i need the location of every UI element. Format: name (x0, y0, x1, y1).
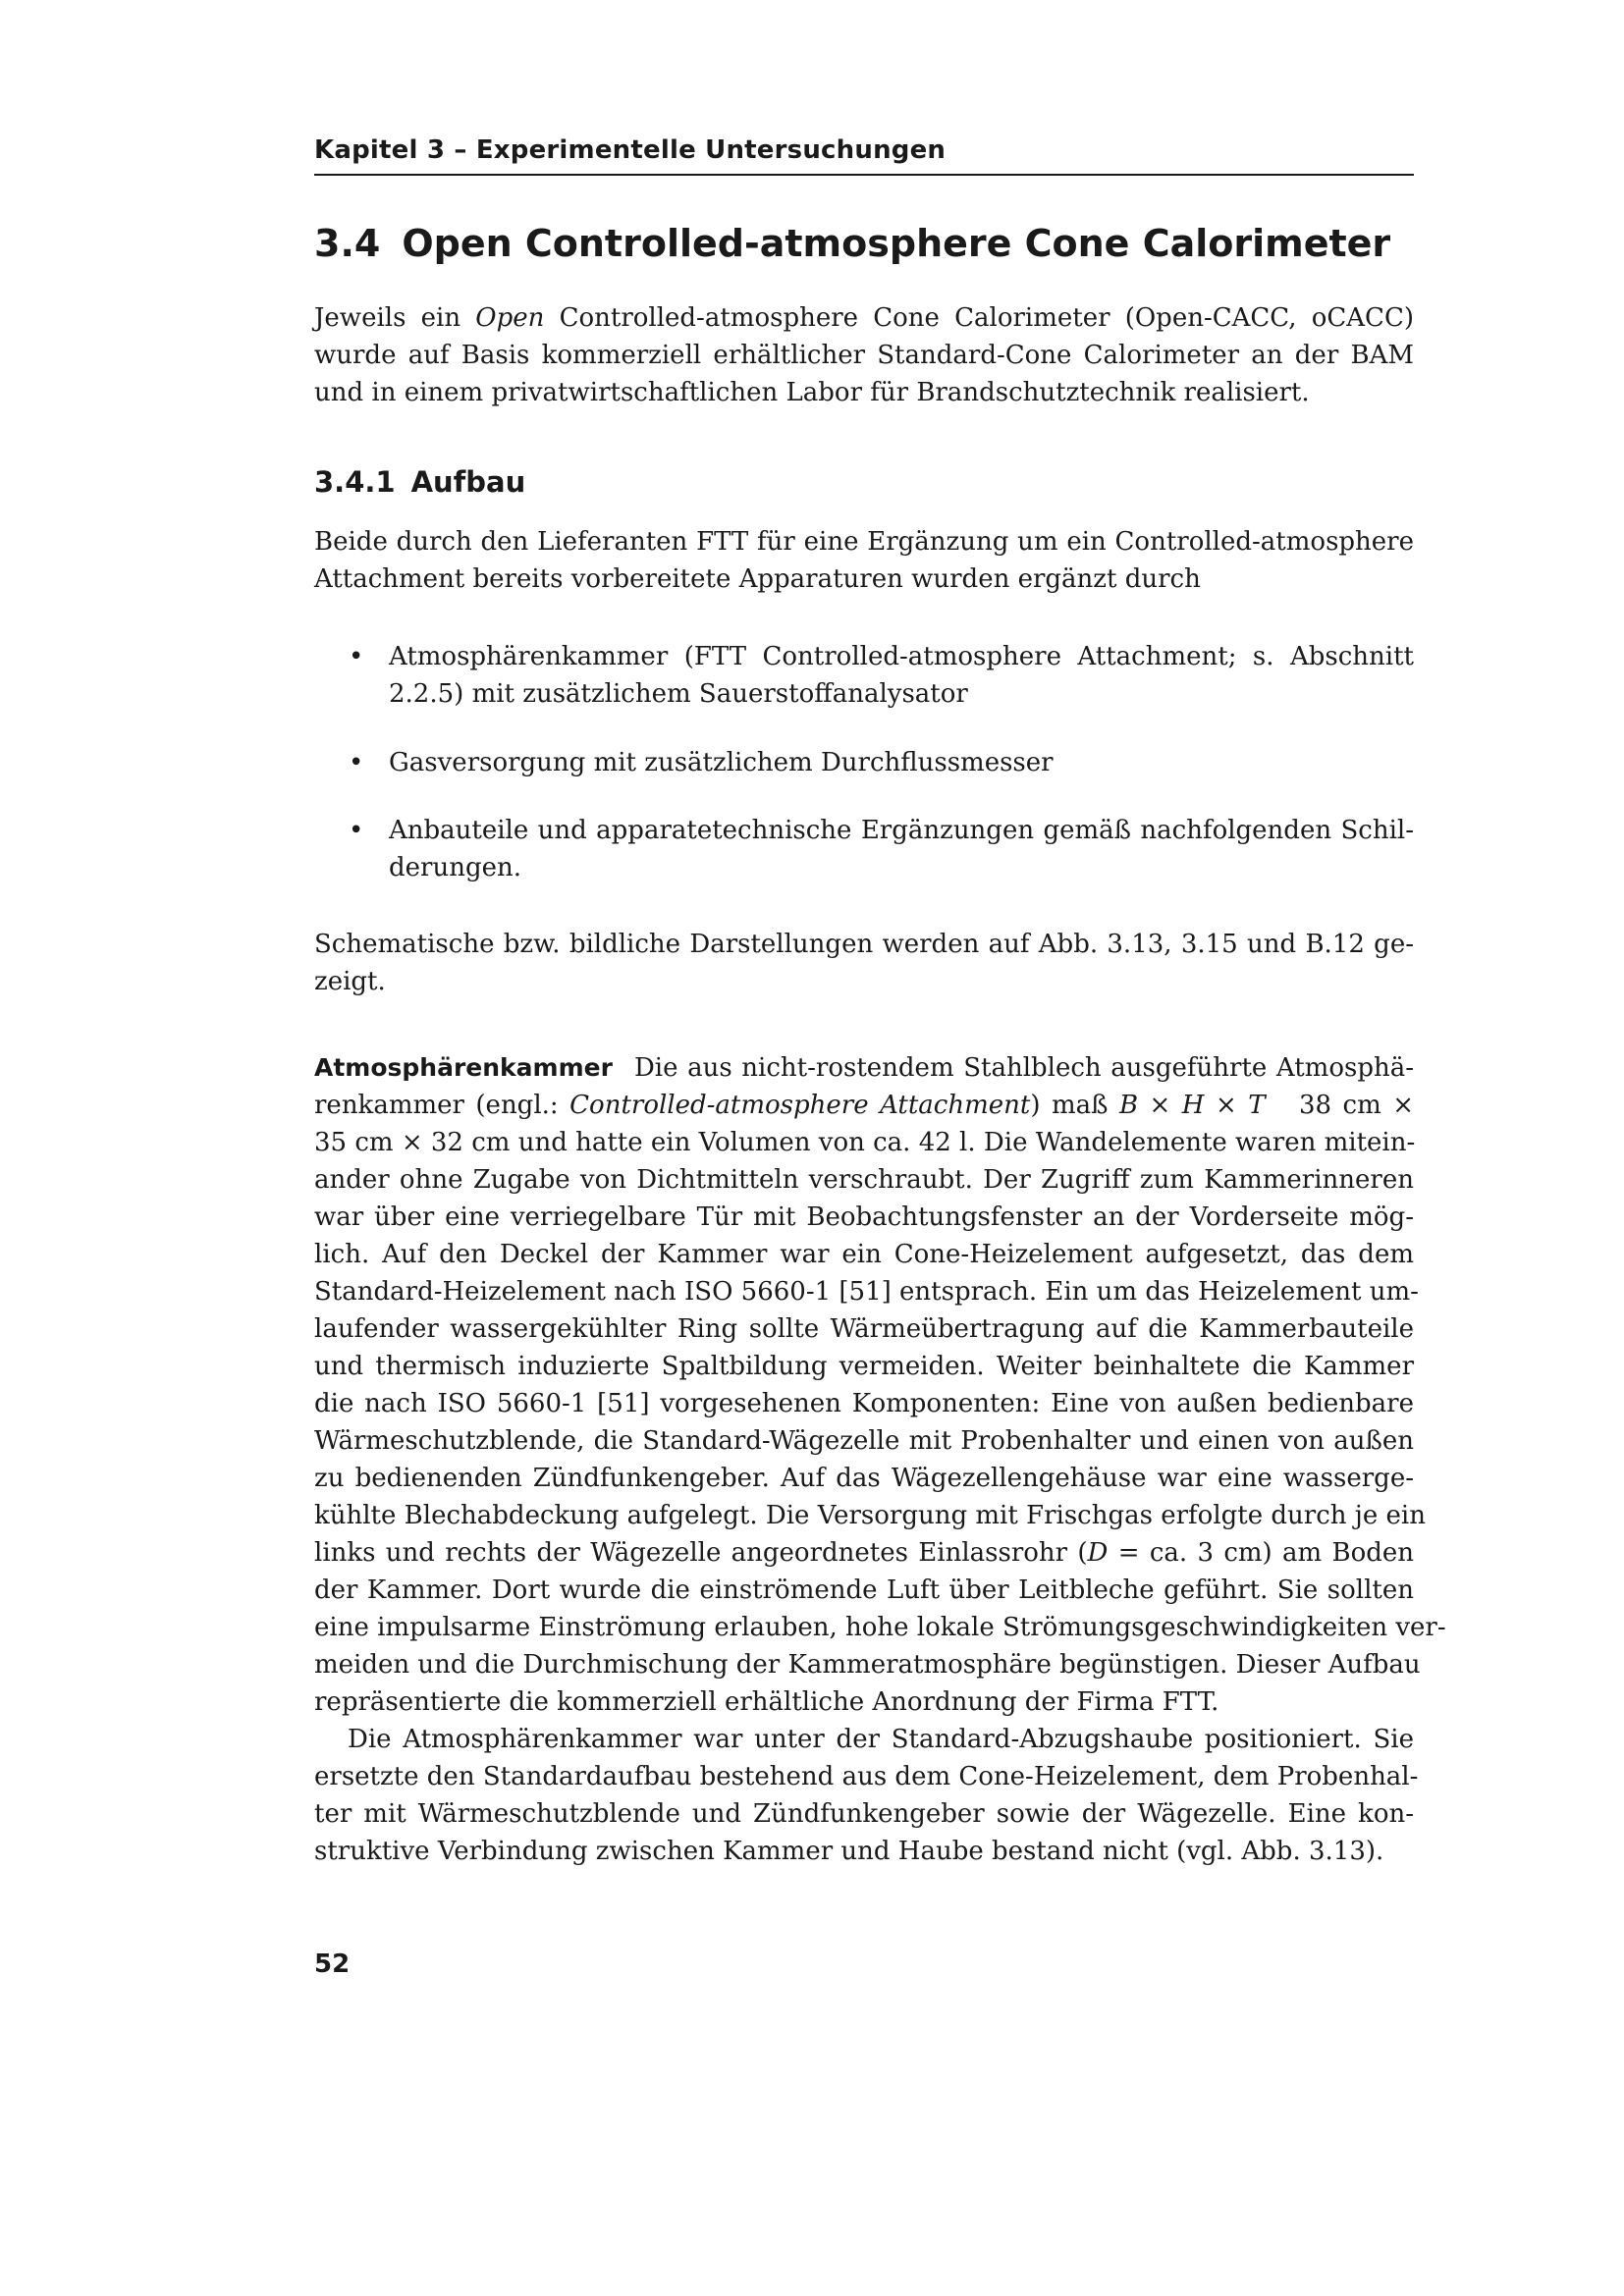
subsection-title (314, 465, 525, 499)
lead-paragraph (314, 523, 1414, 598)
position-paragraph (314, 1721, 1419, 1870)
bullet-line: Atmosphärenkammer (FTT Controlled-atmosphere Attachment; s. Abschnitt (389, 642, 1414, 671)
section-title (314, 222, 1390, 265)
atmo-line: laufender wassergekühlter Ring sollte Wärmeübertragung auf die Kammerbauteile (314, 1314, 1414, 1344)
atmo-line: repräsentierte die kommerziell erhältliche Anordnung der Firma FTT. (314, 1687, 1219, 1717)
atmo-line: die nach ISO 5660-1 [51] vorgesehenen Komponenten: Eine von außen bedienbare (314, 1389, 1414, 1418)
position-line: ersetzte den Standardaufbau bestehend aus dem Cone-Heizelement, dem Probenhal- (314, 1762, 1419, 1791)
atmo-line: zu bedienenden Zündfunkengeber. Auf das Wägezellengehäuse war eine wasserge- (314, 1464, 1414, 1493)
atmo-heading: Atmosphärenkammer (314, 1053, 613, 1082)
bullet-line: 2.2.5) mit zusätzlichem Sauerstoffanalysator (389, 679, 968, 709)
lead-line: Attachment bereits vorbereitete Apparaturen wurden ergänzt durch (314, 564, 1201, 594)
section-number: 3.4 (314, 222, 381, 265)
atmo-line: meiden und die Durchmischung der Kammeratmosphäre begünstigen. Dieser Aufbau (314, 1650, 1421, 1680)
atmo-line: kühlte Blechabdeckung aufgelegt. Die Versorgung mit Frischgas erfolgte durch je ein (314, 1501, 1426, 1530)
position-line: Die Atmosphärenkammer war unter der Standard-Abzugshaube positioniert. Sie (348, 1725, 1414, 1754)
position-line: struktive Verbindung zwischen Kammer und Haube bestand nicht (vgl. Abb. 3.13). (314, 1837, 1384, 1866)
atmo-line: renkammer (engl.: Controlled-atmosphere Attachment) maß B × H × T 38 cm × (314, 1091, 1414, 1120)
atmo-line: und thermisch induzierte Spaltbildung vermeiden. Weiter beinhaltete die Kammer (314, 1352, 1414, 1381)
intro-line: und in einem privatwirtschaftlichen Labor für Brandschutztechnik realisiert. (314, 378, 1310, 407)
header-rule (314, 174, 1414, 176)
intro-paragraph (314, 299, 1414, 411)
atmo-line: war über eine verriegelbare Tür mit Beobachtungsfenster an der Vorderseite mög- (314, 1202, 1414, 1232)
schematic-line: zeigt. (314, 967, 386, 996)
atmo-line: lich. Auf den Deckel der Kammer war ein Cone-Heizelement aufgesetzt, das dem (314, 1240, 1414, 1269)
intro-line: Jeweils ein Open Controlled-atmosphere Cone Calorimeter (Open-CACC, oCACC) (314, 303, 1414, 333)
atmo-line: Standard-Heizelement nach ISO 5660-1 [51] entsprach. Ein um das Heizelement um- (314, 1277, 1419, 1307)
bullet-line: derungen. (389, 853, 521, 882)
atmo-line: links und rechts der Wägezelle angeordnetes Einlassrohr (D = ca. 3 cm) am Boden (314, 1538, 1415, 1568)
bullet-dot: • (349, 642, 364, 671)
atmo-line: Wärmeschutzblende, die Standard-Wägezelle mit Probenhalter und einen von außen (314, 1426, 1414, 1456)
section-title-text: Open Controlled-atmosphere Cone Calorimeter (402, 222, 1391, 265)
running-head: Kapitel 3 – Experimentelle Untersuchungen (314, 135, 947, 165)
atmo-line: 35 cm × 32 cm und hatte ein Volumen von ca. 42 l. Die Wandelemente waren mitein- (314, 1128, 1416, 1157)
bullet-line: Gasversorgung mit zusätzlichem Durchflussmesser (389, 748, 1054, 777)
subsection-title-text: Aufbau (410, 465, 526, 499)
subsection-number: 3.4.1 (314, 465, 396, 499)
intro-line: wurde auf Basis kommerziell erhältlicher Standard-Cone Calorimeter an der BAM (314, 341, 1414, 370)
atmo-line: Atmosphärenkammer Die aus nicht-rostendem Stahlblech ausgeführte Atmosphä- (314, 1053, 1414, 1083)
page-number: 52 (314, 1949, 351, 1979)
lead-line: Beide durch den Lieferanten FTT für eine Ergänzung um ein Controlled-atmosphere (314, 527, 1414, 557)
schematic-line: Schematische bzw. bildliche Darstellungen werden auf Abb. 3.13, 3.15 und B.12 ge- (314, 930, 1414, 959)
bullet-dot: • (349, 816, 364, 845)
bullet-dot: • (349, 748, 364, 777)
atmo-line: eine impulsarme Einströmung erlauben, hohe lokale Strömungsgeschwindigkeiten ver- (314, 1613, 1446, 1642)
position-line: ter mit Wärmeschutzblende und Zündfunkengeber sowie der Wägezelle. Eine kon- (314, 1799, 1414, 1829)
atmo-line: der Kammer. Dort wurde die einströmende Luft über Leitbleche geführt. Sie sollten (314, 1575, 1414, 1605)
schematic-paragraph (314, 926, 1414, 1000)
atmo-line: ander ohne Zugabe von Dichtmitteln verschraubt. Der Zugriff zum Kammerinneren (314, 1165, 1414, 1195)
atmo-paragraph (314, 1049, 1446, 1721)
bullet-line: Anbauteile und apparatetechnische Ergänzungen gemäß nachfolgenden Schil- (389, 816, 1414, 845)
